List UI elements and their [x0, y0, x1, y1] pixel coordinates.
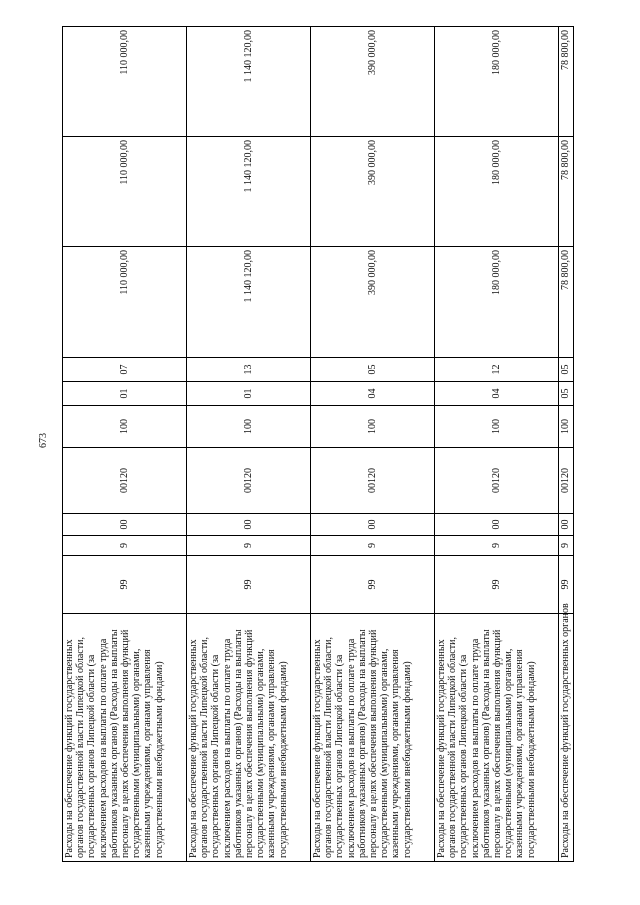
subprogram-code: 9	[63, 536, 187, 556]
activity-code: 00	[435, 514, 559, 536]
subprogram-code: 9	[559, 536, 574, 556]
amount-year-3: 78 800,00	[559, 27, 574, 137]
subprogram-code: 9	[187, 536, 311, 556]
program-code: 99	[63, 556, 187, 614]
expense-type-code: 100	[435, 406, 559, 448]
row-description: Расходы на обеспечение функций государственных органов государственной власти Липецкой области, государственных органов Липецкой области (за исключением расходов на выплаты по оплате труда работников указанных органов) (Расходы на выплаты персоналу в целях обеспечения выполнения функций государственными (муниципальными) органами, казенными учреждениями, органами управления государственными внебюджетными фондами)	[311, 614, 435, 862]
row-description: Расходы на обеспечение функций государственных органов государственной власти Липецкой области, государственных органов Липецкой области (за исключением расходов на выплаты по оплате труда работников указанных органов) (Расходы на выплаты персоналу в целях обеспечения выполнения функций государственными (муниципальными) органами, казенными учреждениями, органами управления государственными внебюджетными фондами)	[187, 614, 311, 862]
row-description: Расходы на обеспечение функций государственных органов	[559, 614, 574, 862]
activity-code: 00	[311, 514, 435, 536]
expense-type-code: 100	[559, 406, 574, 448]
subsection-code: 07	[63, 358, 187, 382]
program-code: 99	[187, 556, 311, 614]
subsection-code: 05	[311, 358, 435, 382]
direction-code: 00120	[63, 448, 187, 514]
activity-code: 00	[187, 514, 311, 536]
activity-code: 00	[63, 514, 187, 536]
amount-year-2: 390 000,00	[311, 137, 435, 247]
table-row	[435, 27, 559, 862]
direction-code: 00120	[559, 448, 574, 514]
row-description: Расходы на обеспечение функций государственных органов государственной власти Липецкой области, государственных органов Липецкой области (за исключением расходов на выплаты по оплате труда работников указанных органов) (Расходы на выплаты персоналу в целях обеспечения выполнения функций государственными (муниципальными) органами, казенными учреждениями, органами управления государственными внебюджетными фондами)	[63, 614, 187, 862]
amount-year-3: 1 140 120,00	[187, 27, 311, 137]
amount-year-2: 78 800,00	[559, 137, 574, 247]
subsection-code: 05	[559, 358, 574, 382]
amount-year-3: 390 000,00	[311, 27, 435, 137]
amount-year-1: 78 800,00	[559, 247, 574, 358]
budget-table	[62, 26, 574, 862]
subprogram-code: 9	[311, 536, 435, 556]
page-number: 673	[38, 433, 49, 448]
amount-year-3: 110 000,00	[63, 27, 187, 137]
table-row	[311, 27, 435, 862]
table-row	[559, 27, 574, 862]
subsection-code: 12	[435, 358, 559, 382]
program-code: 99	[559, 556, 574, 614]
amount-year-3: 180 000,00	[435, 27, 559, 137]
program-code: 99	[435, 556, 559, 614]
section-code: 05	[559, 382, 574, 406]
section-code: 01	[63, 382, 187, 406]
subprogram-code: 9	[435, 536, 559, 556]
direction-code: 00120	[311, 448, 435, 514]
amount-year-1: 390 000,00	[311, 247, 435, 358]
expense-type-code: 100	[311, 406, 435, 448]
budget-table-container	[62, 27, 582, 862]
expense-type-code: 100	[63, 406, 187, 448]
amount-year-1: 110 000,00	[63, 247, 187, 358]
table-row	[63, 27, 187, 862]
row-description: Расходы на обеспечение функций государственных органов государственной власти Липецкой области, государственных органов Липецкой области (за исключением расходов на выплаты по оплате труда работников указанных органов) (Расходы на выплаты персоналу в целях обеспечения выполнения функций государственными (муниципальными) органами, казенными учреждениями, органами управления государственными внебюджетными фондами)	[435, 614, 559, 862]
program-code: 99	[311, 556, 435, 614]
direction-code: 00120	[187, 448, 311, 514]
section-code: 04	[435, 382, 559, 406]
amount-year-2: 110 000,00	[63, 137, 187, 247]
amount-year-1: 1 140 120,00	[187, 247, 311, 358]
amount-year-2: 1 140 120,00	[187, 137, 311, 247]
section-code: 01	[187, 382, 311, 406]
activity-code: 00	[559, 514, 574, 536]
table-row	[187, 27, 311, 862]
amount-year-2: 180 000,00	[435, 137, 559, 247]
direction-code: 00120	[435, 448, 559, 514]
amount-year-1: 180 000,00	[435, 247, 559, 358]
subsection-code: 13	[187, 358, 311, 382]
expense-type-code: 100	[187, 406, 311, 448]
section-code: 04	[311, 382, 435, 406]
